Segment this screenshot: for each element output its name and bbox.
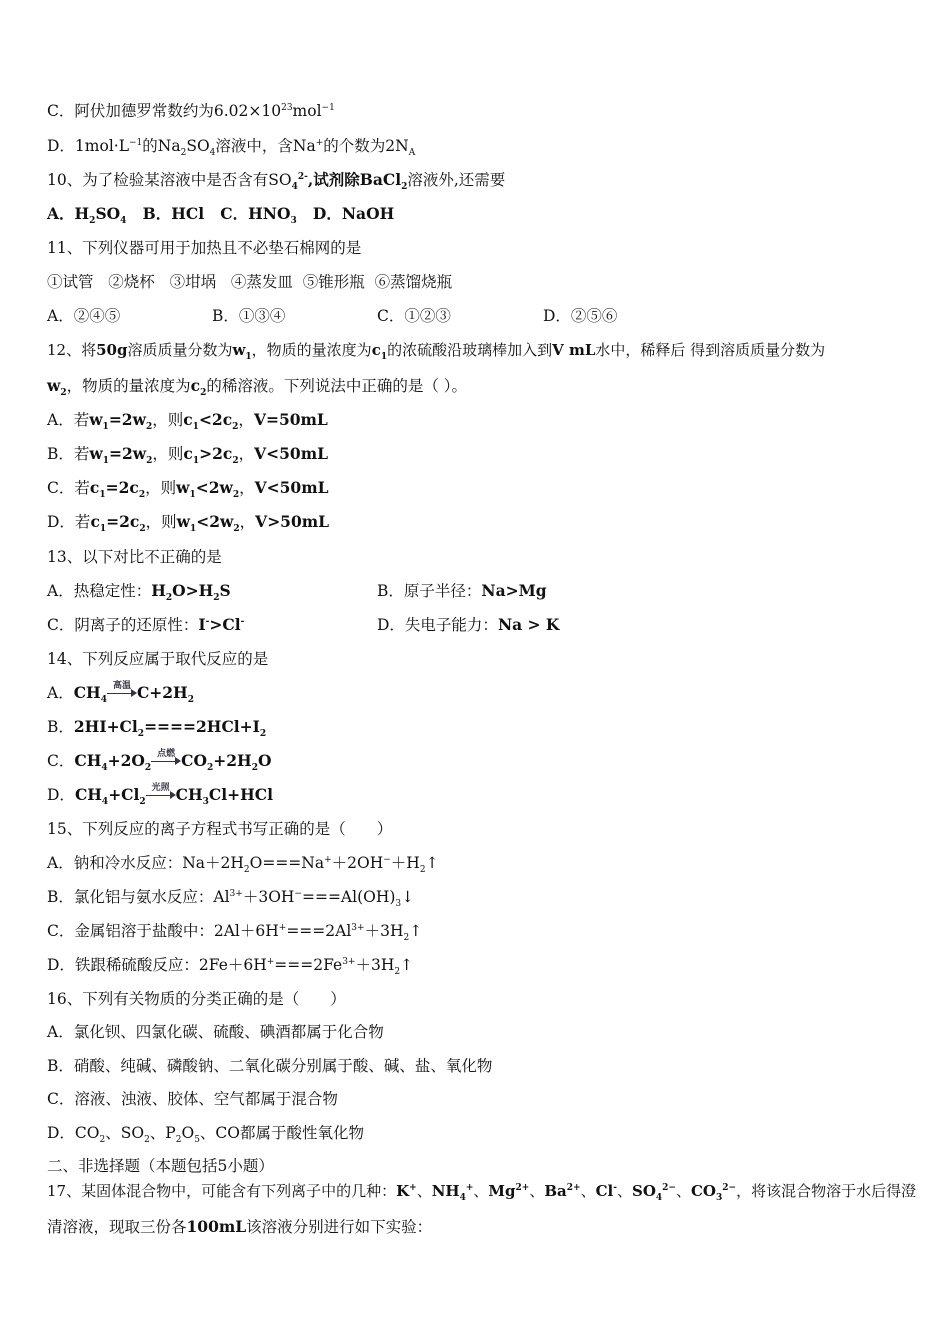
q12-option-b: B．若$w_1=2w_2$，则$c_1>2c_2$，V<50mL (47, 444, 329, 467)
q15-option-c: C．金属铝溶于盐酸中：$2Al+6H^+===2Al^{3+}+3H_2↑$ (47, 922, 423, 944)
section-heading: 二、非选择题（本题包括5小题） (47, 1157, 274, 1175)
q15-stem: 15、下列反应的离子方程式书写正确的是（ ） (47, 820, 393, 838)
q16-option-b: B．硝酸、纯碱、磷酸钠、二氧化碳分别属于酸、碱、盐、氧化物 (47, 1057, 493, 1075)
q15-option-b: B．氯化铝与氨水反应：$Al^{3+}+3OH^-===Al(OH)_3↓$ (47, 888, 415, 910)
reaction-arrow-icon: 高温 (107, 685, 137, 697)
q17-stem-line2: 清溶液，现取三份各100mL该溶液分别进行如下实验： (47, 1217, 433, 1236)
q11-option-d: D．②⑤⑥ (543, 307, 618, 325)
q14-option-a: A．$CH_4$ 高温 $C+2H_2$ (47, 681, 194, 706)
q11-option-b: B．①③④ (212, 307, 286, 325)
q13-option-b: B．原子半径：Na>Mg (377, 581, 547, 600)
q16-stem: 16、下列有关物质的分类正确的是（ ） (47, 990, 346, 1008)
q9c-t0: C．阿伏加德罗常数约为6.02×10 (47, 102, 282, 120)
q14-option-b: B．$2HI+Cl_2====2HCl+I_2$ (47, 717, 267, 740)
q14-stem: 14、下列反应属于取代反应的是 (47, 650, 269, 668)
q13-stem: 13、以下对比不正确的是 (47, 548, 222, 566)
q12-option-d: D．若$c_1=2c_2$，则$w_1<2w_2$，V>50mL (47, 512, 330, 535)
q14-option-d: D．$CH_4+Cl_2$ 光照 $CH_3Cl+HCl$ (47, 783, 274, 808)
q15-option-a: A．钠和冷水反应：$Na+2H_2O===Na^++2OH^-+H_2↑$ (47, 854, 439, 876)
q12-stem-line1: 12、将50g溶质质量分数为$w_1$，物质的量浓度为$c_1$的浓硫酸沿玻璃棒加入到V mL水中，稀释后 得到溶质质量分数为 (47, 341, 826, 362)
q11-option-c: C．①②③ (377, 307, 451, 325)
q16-option-c: C．溶液、浊液、胶体、空气都属于混合物 (47, 1090, 338, 1108)
q11-items: ①试管 ②烧杯 ③坩埚 ④蒸发皿 ⑤锥形瓶 ⑥蒸馏烧瓶 (47, 273, 453, 291)
q15-option-d: D．铁跟稀硫酸反应：$2Fe+6H^+===2Fe^{3+}+3H_2↑$ (47, 956, 414, 978)
reaction-arrow-icon: 光照 (146, 787, 176, 799)
q14-option-c: C．$CH_4+2O_2$ 点燃 $CO_2+2H_2O$ (47, 749, 272, 774)
q11-stem: 11、下列仪器可用于加热且不必垫石棉网的是 (47, 239, 362, 257)
q16-option-a: A．氯化钡、四氯化碳、硫酸、碘酒都属于化合物 (47, 1023, 384, 1041)
q10-options: A．$H_2SO_4$ B．HCl C．$HNO_3$ D．NaOH (47, 204, 395, 227)
q13-option-c: C．阴离子的还原性：I->Cl- (47, 615, 245, 634)
q16-option-d: D．$CO_2$、$SO_2$、$P_2O_5$、CO都属于酸性氧化物 (47, 1124, 364, 1146)
reaction-arrow-icon: 点燃 (151, 753, 181, 765)
q12-option-a: A．若$w_1=2w_2$，则$c_1<2c_2$，V=50mL (47, 410, 328, 433)
q17-stem-line1: 17、某固体混合物中，可能含有下列离子中的几种：K+、$NH_4^+$、$Mg^{2+}$、$Ba^{2+}$、Cl-、$SO_4^{2-}$、$CO_3^{2-}$，将该混合物溶于水后得澄 (47, 1182, 917, 1203)
q12-stem-line2: $w_2$，物质的量浓度为$c_2$的稀溶液。下列说法中正确的是（ ）。 (47, 376, 468, 399)
q10-stem: 10、为了检验某溶液中是否含有$SO_4^{2-}$,试剂除BaCl$_2$溶液外,还需要 (47, 170, 506, 193)
q9-option-c: C．阿伏加德罗常数约为$6.02\times 10^{23}mol^{-1}$ (47, 102, 335, 120)
q11-option-a: A．②④⑤ (47, 307, 121, 325)
q12-option-c: C．若$c_1=2c_2$，则$w_1<2w_2$，V<50mL (47, 478, 329, 501)
q13-option-d: D．失电子能力：Na > K (377, 615, 560, 634)
q9-option-d: D．$1mol\cdot L^{-1}$的$Na_2SO_4$溶液中，含Na+的个数为$2N_A$ (47, 137, 416, 159)
q13-option-a: A．热稳定性：$H_2O>H_2S$ (47, 581, 231, 604)
